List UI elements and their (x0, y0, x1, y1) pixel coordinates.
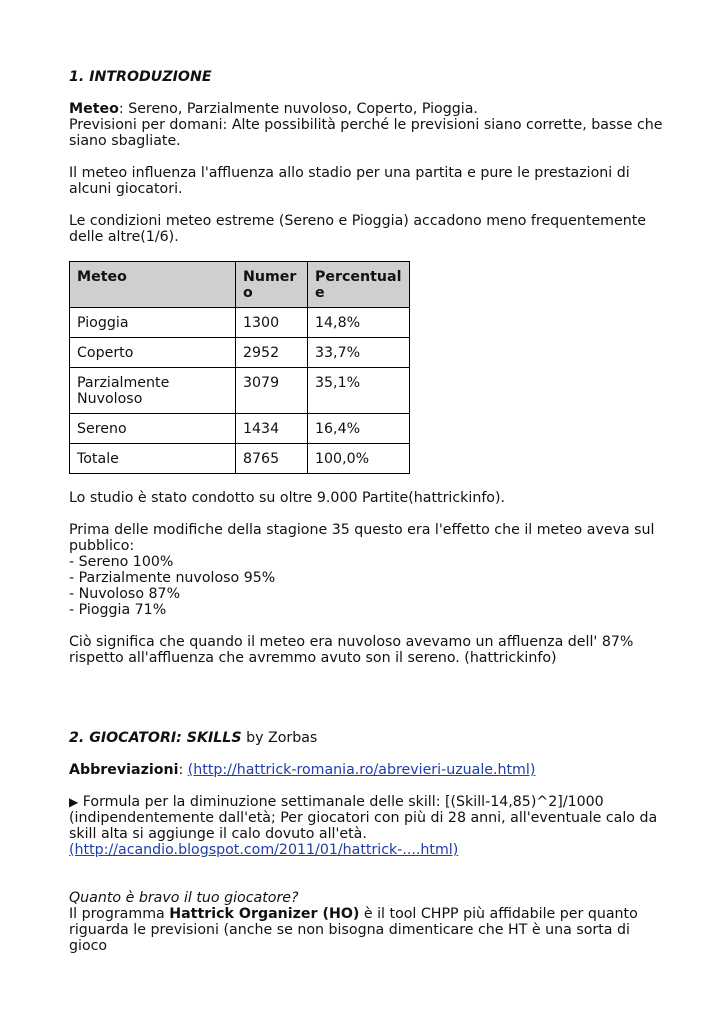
header-percentuale: Percentual e (308, 262, 410, 308)
formula-text: Formula per la diminuzione settimanale delle skill: [(Skill-14,85)^2]/1000 (indipendentemente dall'età; Per giocatori con più di 28 anni, all'eventuale calo da skill alta si aggiunge il calo dovuto all'età. (69, 794, 658, 842)
program-name: Hattrick Organizer (HO) (169, 906, 360, 922)
program-pre-text: Il programma (69, 906, 170, 922)
effect-line: - Parzialmente nuvoloso 95% (69, 570, 276, 586)
header-meteo: Meteo (70, 262, 236, 308)
author-text: by Zorbas (241, 730, 318, 746)
study-paragraph: Lo studio è stato condotto su oltre 9.000 Partite(hattrickinfo). (69, 490, 506, 506)
cell-percentuale: 14,8% (308, 308, 410, 338)
meaning-paragraph: Ciò significa che quando il meteo era nuvoloso avevamo un affluenza dell' 87% rispetto all'affluenza che avremmo avuto son il sereno. (hattrickinfo) (69, 634, 634, 666)
cell-percentuale: 100,0% (308, 444, 410, 474)
table-header-row (70, 262, 410, 308)
cell-percentuale: 33,7% (308, 338, 410, 368)
header-numero: Numer o (236, 262, 308, 308)
abbreviations-label: Abbreviazioni (69, 762, 179, 778)
cell-numero: 8765 (236, 444, 308, 474)
cell-numero: 1300 (236, 308, 308, 338)
formula-paragraph (69, 794, 669, 858)
cell-numero: 1434 (236, 414, 308, 444)
effect-line: - Pioggia 71% (69, 602, 167, 618)
cell-numero: 3079 (236, 368, 308, 414)
cell-percentuale: 35,1% (308, 368, 410, 414)
abbreviations-link[interactable]: (http://hattrick-romania.ro/abrevieri-uzuale.html) (187, 762, 536, 778)
formula-link[interactable]: (http://acandio.blogspot.com/2011/01/hattrick-....html) (69, 842, 459, 858)
influence-paragraph: Il meteo influenza l'affluenza allo stadio per una partita e pure le prestazioni di alcuni giocatori. (69, 165, 630, 197)
section-heading-skills: 2. GIOCATORI: SKILLS (69, 730, 242, 746)
skills-heading-line (69, 730, 669, 746)
table-row (70, 308, 410, 338)
cell-meteo: Pioggia (70, 308, 236, 338)
program-post-text: è il tool CHPP più affidabile per quanto riguarda le previsioni (anche se non bisogna dimenticare che HT è una sorta di gioco (69, 906, 638, 954)
table-row (70, 368, 410, 414)
forecast-paragraph: Previsioni per domani: Alte possibilità perché le previsioni siano corrette, basse che siano sbagliate. (69, 117, 663, 149)
cell-meteo: Coperto (70, 338, 236, 368)
cell-meteo: Parzialmente Nuvoloso (70, 368, 236, 414)
question-line (69, 890, 669, 906)
effect-line: - Nuvoloso 87% (69, 586, 181, 602)
cell-numero: 2952 (236, 338, 308, 368)
cell-meteo: Totale (70, 444, 236, 474)
before-paragraph: Prima delle modifiche della stagione 35 questo era l'effetto che il meteo aveva sul pubblico: (69, 522, 655, 554)
table-row (70, 444, 410, 474)
abbreviations-separator: : (178, 762, 188, 778)
effect-line: - Sereno 100% (69, 554, 174, 570)
cell-meteo: Sereno (70, 414, 236, 444)
meteo-label: Meteo (69, 101, 119, 117)
cell-percentuale: 16,4% (308, 414, 410, 444)
table-row (70, 338, 410, 368)
program-paragraph (69, 906, 669, 954)
extreme-paragraph: Le condizioni meteo estreme (Sereno e Pioggia) accadono meno frequentemente delle altre(1/6). (69, 213, 647, 245)
document-page (69, 69, 669, 954)
table-row (70, 414, 410, 444)
meteo-paragraph (69, 101, 669, 117)
section-heading-introduzione: 1. INTRODUZIONE (69, 69, 212, 85)
abbreviations-paragraph (69, 762, 669, 778)
player-skill-question: Quanto è bravo il tuo giocatore? (69, 890, 299, 906)
meteo-text: : Sereno, Parzialmente nuvoloso, Coperto, Pioggia. (118, 101, 478, 117)
play-triangle-icon: ▶ (69, 795, 79, 809)
weather-table (69, 261, 410, 474)
